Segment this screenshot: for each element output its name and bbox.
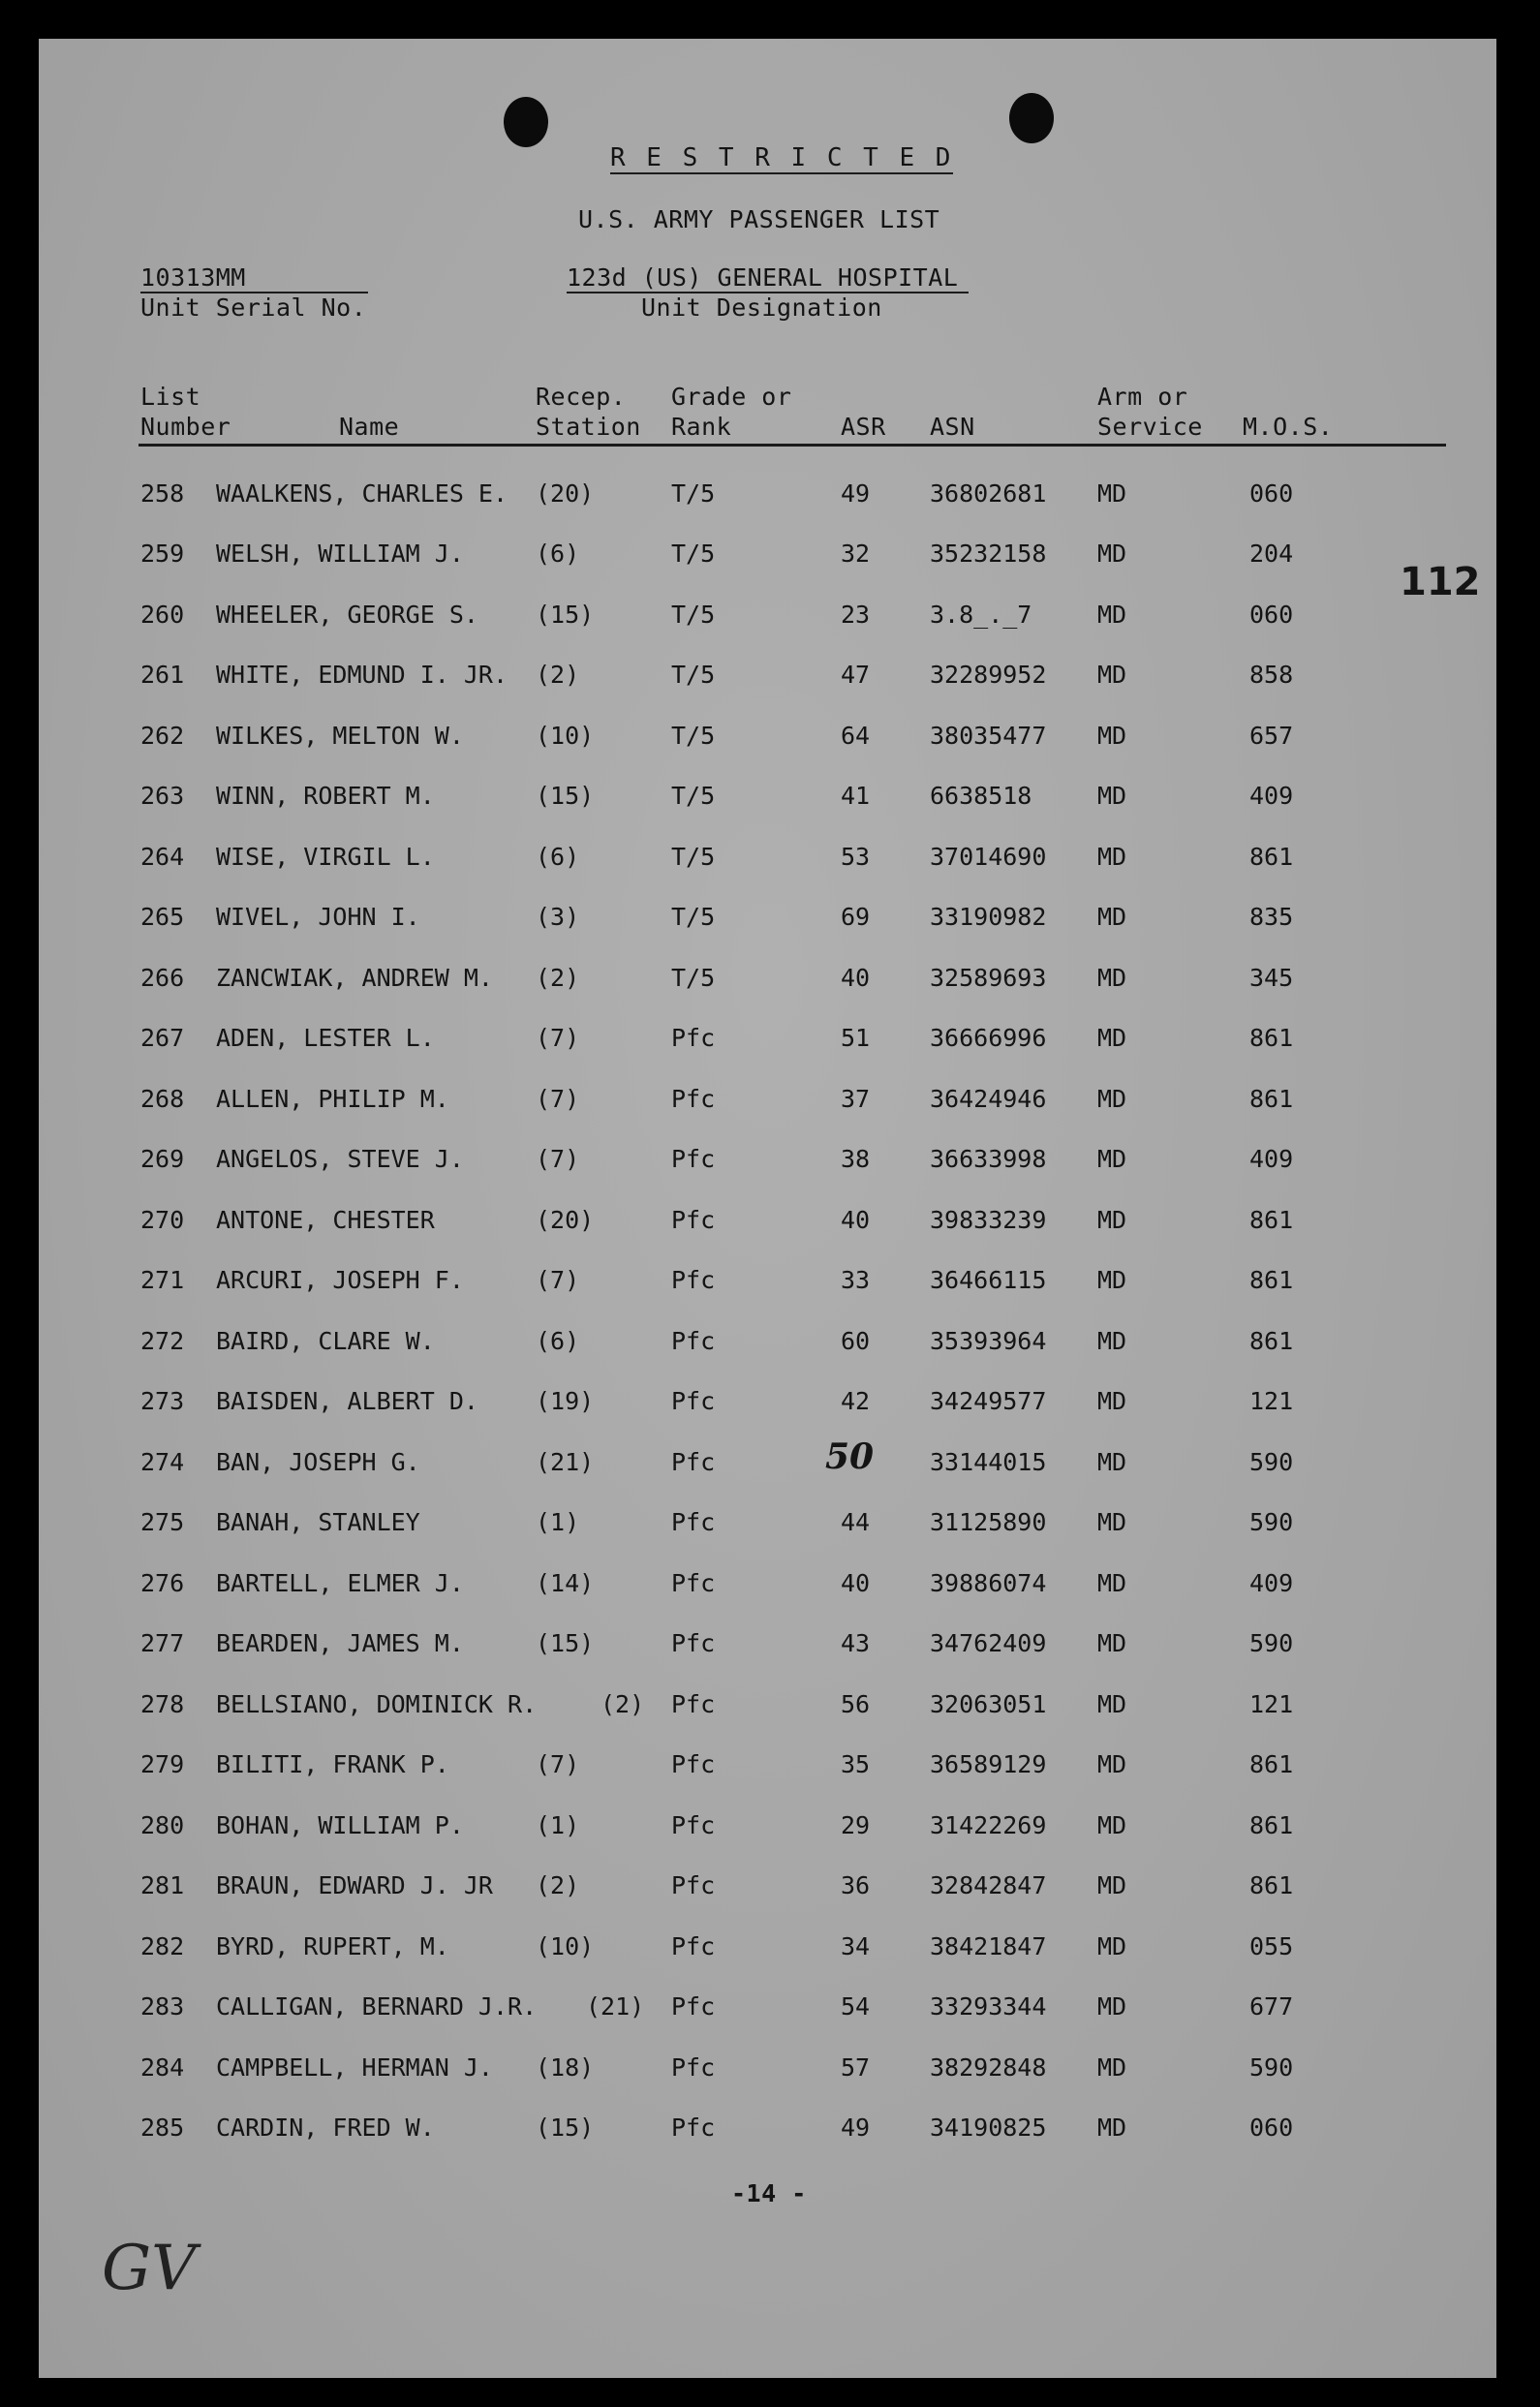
list-number-cell: 285 (140, 2114, 185, 2142)
arm-cell: MD (1097, 601, 1127, 629)
station-cell: (20) (536, 1206, 595, 1234)
asr-cell: 47 (841, 661, 871, 689)
list-number-cell: 282 (140, 1932, 185, 1960)
table-row (39, 601, 1496, 639)
name-cell: WILKES, MELTON W. (216, 722, 464, 750)
rank-cell: Pfc (671, 1811, 716, 1839)
col-arm-bottom: Service (1097, 413, 1203, 441)
list-number-cell: 279 (140, 1750, 185, 1778)
table-row (39, 903, 1496, 941)
name-cell: BELLSIANO, DOMINICK R. (216, 1690, 538, 1718)
table-row (39, 1266, 1496, 1305)
arm-cell: MD (1097, 1569, 1127, 1597)
list-number-cell: 268 (140, 1085, 185, 1113)
mos-cell: 055 (1249, 1932, 1294, 1960)
rank-cell: T/5 (671, 601, 716, 629)
asn-cell: 33293344 (930, 1992, 1047, 2021)
station-cell: (1) (536, 1508, 580, 1536)
list-number-cell: 284 (140, 2053, 185, 2082)
rank-cell: T/5 (671, 782, 716, 810)
name-cell: ZANCWIAK, ANDREW M. (216, 964, 493, 992)
asn-cell: 32289952 (930, 661, 1047, 689)
asn-cell: 36424946 (930, 1085, 1047, 1113)
station-cell: (20) (536, 479, 595, 508)
arm-cell: MD (1097, 1327, 1127, 1355)
mos-cell: 345 (1249, 964, 1294, 992)
mos-cell: 409 (1249, 1569, 1294, 1597)
arm-cell: MD (1097, 1871, 1127, 1899)
rank-cell: T/5 (671, 661, 716, 689)
asr-cell: 53 (841, 843, 871, 871)
arm-cell: MD (1097, 540, 1127, 568)
arm-cell: MD (1097, 1387, 1127, 1415)
col-arm-top: Arm or (1097, 383, 1188, 411)
list-number-cell: 267 (140, 1024, 185, 1052)
col-grade-bottom: Rank (671, 413, 732, 441)
asr-cell: 60 (841, 1327, 871, 1355)
unit-designation-label: Unit Designation (641, 293, 882, 322)
arm-cell: MD (1097, 2114, 1127, 2142)
name-cell: CAMPBELL, HERMAN J. (216, 2053, 493, 2082)
rank-cell: Pfc (671, 1992, 716, 2021)
rank-cell: Pfc (671, 2114, 716, 2142)
arm-cell: MD (1097, 1024, 1127, 1052)
table-row (39, 843, 1496, 881)
arm-cell: MD (1097, 1629, 1127, 1657)
arm-cell: MD (1097, 1992, 1127, 2021)
rank-cell: Pfc (671, 1024, 716, 1052)
asr-cell: 34 (841, 1932, 871, 1960)
arm-cell: MD (1097, 1448, 1127, 1476)
asr-cell: 69 (841, 903, 871, 931)
table-row (39, 1629, 1496, 1668)
asn-cell: 32589693 (930, 964, 1047, 992)
rank-cell: Pfc (671, 1448, 716, 1476)
station-cell: (15) (536, 782, 595, 810)
stamp-number: 112 (1400, 560, 1481, 604)
station-cell: (21) (536, 1448, 595, 1476)
list-number-cell: 273 (140, 1387, 185, 1415)
list-number-cell: 258 (140, 479, 185, 508)
station-cell: (14) (536, 1569, 595, 1597)
asr-cell: 32 (841, 540, 871, 568)
station-cell: (15) (536, 601, 595, 629)
table-row (39, 1932, 1496, 1971)
mos-cell: 121 (1249, 1690, 1294, 1718)
header-rule (139, 444, 1446, 447)
col-list-number-top: List (140, 383, 201, 411)
name-cell: CARDIN, FRED W. (216, 2114, 435, 2142)
rank-cell: Pfc (671, 1266, 716, 1294)
mos-cell: 861 (1249, 1750, 1294, 1778)
name-cell: WHITE, EDMUND I. JR. (216, 661, 508, 689)
arm-cell: MD (1097, 1508, 1127, 1536)
asr-cell: 49 (841, 479, 871, 508)
asr-cell: 43 (841, 1629, 871, 1657)
list-number-cell: 278 (140, 1690, 185, 1718)
asn-cell: 35232158 (930, 540, 1047, 568)
asr-cell: 37 (841, 1085, 871, 1113)
asr-handwritten-value: 50 (825, 1436, 875, 1477)
asn-cell: 38292848 (930, 2053, 1047, 2082)
asr-cell: 42 (841, 1387, 871, 1415)
asn-cell: 36589129 (930, 1750, 1047, 1778)
mos-cell: 677 (1249, 1992, 1294, 2021)
col-grade-top: Grade or (671, 383, 792, 411)
table-row (39, 1811, 1496, 1850)
station-cell: (7) (536, 1266, 580, 1294)
list-number-cell: 274 (140, 1448, 185, 1476)
mos-cell: 060 (1249, 2114, 1294, 2142)
list-number-cell: 280 (140, 1811, 185, 1839)
document-page (39, 39, 1496, 2378)
asr-cell: 57 (841, 2053, 871, 2082)
unit-designation-value: 123d (US) GENERAL HOSPITAL (567, 263, 969, 293)
mos-cell: 861 (1249, 1266, 1294, 1294)
table-row (39, 540, 1496, 578)
station-cell: (6) (536, 540, 580, 568)
asn-cell: 33190982 (930, 903, 1047, 931)
asn-cell: 34762409 (930, 1629, 1047, 1657)
mos-cell: 861 (1249, 1206, 1294, 1234)
rank-cell: T/5 (671, 964, 716, 992)
table-row (39, 1206, 1496, 1245)
rank-cell: Pfc (671, 1871, 716, 1899)
station-cell: (7) (536, 1024, 580, 1052)
asr-cell: 40 (841, 1206, 871, 1234)
name-cell: BEARDEN, JAMES M. (216, 1629, 464, 1657)
name-cell: WISE, VIRGIL L. (216, 843, 435, 871)
rank-cell: T/5 (671, 540, 716, 568)
asr-cell: 36 (841, 1871, 871, 1899)
table-row (39, 2053, 1496, 2092)
mos-cell: 060 (1249, 479, 1294, 508)
table-row (39, 1569, 1496, 1608)
name-cell: BARTELL, ELMER J. (216, 1569, 464, 1597)
asr-cell: 49 (841, 2114, 871, 2142)
list-number-cell: 263 (140, 782, 185, 810)
rank-cell: T/5 (671, 479, 716, 508)
list-number-cell: 283 (140, 1992, 185, 2021)
name-cell: ADEN, LESTER L. (216, 1024, 435, 1052)
asn-cell: 32842847 (930, 1871, 1047, 1899)
restricted-heading: R E S T R I C T E D (610, 143, 954, 172)
name-cell: ANTONE, CHESTER (216, 1206, 435, 1234)
asn-cell: 36633998 (930, 1145, 1047, 1173)
station-cell: (21) (586, 1992, 645, 2021)
punch-hole-left (504, 97, 548, 147)
station-cell: (19) (536, 1387, 595, 1415)
mos-cell: 861 (1249, 1024, 1294, 1052)
asn-cell: 36466115 (930, 1266, 1047, 1294)
asn-cell: 35393964 (930, 1327, 1047, 1355)
station-cell: (7) (536, 1085, 580, 1113)
arm-cell: MD (1097, 661, 1127, 689)
asn-cell: 6638518 (930, 782, 1032, 810)
col-asn: ASN (930, 413, 975, 441)
asn-cell: 36802681 (930, 479, 1047, 508)
station-cell: (2) (536, 1871, 580, 1899)
station-cell: (1) (536, 1811, 580, 1839)
station-cell: (2) (601, 1690, 645, 1718)
mos-cell: 590 (1249, 2053, 1294, 2082)
name-cell: BAN, JOSEPH G. (216, 1448, 420, 1476)
punch-hole-right (1009, 93, 1054, 143)
table-row (39, 1690, 1496, 1729)
rank-cell: T/5 (671, 722, 716, 750)
mos-cell: 409 (1249, 1145, 1294, 1173)
mos-cell: 590 (1249, 1508, 1294, 1536)
list-number-cell: 281 (140, 1871, 185, 1899)
name-cell: ARCURI, JOSEPH F. (216, 1266, 464, 1294)
rank-cell: Pfc (671, 1750, 716, 1778)
unit-serial-label: Unit Serial No. (140, 293, 367, 322)
asr-cell: 35 (841, 1750, 871, 1778)
table-row (39, 1024, 1496, 1063)
asn-cell: 31422269 (930, 1811, 1047, 1839)
asn-cell: 39886074 (930, 1569, 1047, 1597)
asn-cell: 31125890 (930, 1508, 1047, 1536)
mos-cell: 861 (1249, 1327, 1294, 1355)
mos-cell: 590 (1249, 1448, 1294, 1476)
mos-cell: 835 (1249, 903, 1294, 931)
table-row (39, 964, 1496, 1003)
col-recep-bottom: Station (536, 413, 641, 441)
station-cell: (7) (536, 1145, 580, 1173)
mos-cell: 861 (1249, 1811, 1294, 1839)
rank-cell: Pfc (671, 1569, 716, 1597)
table-row (39, 479, 1496, 518)
table-row (39, 1387, 1496, 1426)
rank-cell: Pfc (671, 1387, 716, 1415)
name-cell: BAISDEN, ALBERT D. (216, 1387, 478, 1415)
mos-cell: 657 (1249, 722, 1294, 750)
arm-cell: MD (1097, 903, 1127, 931)
asr-cell: 41 (841, 782, 871, 810)
rank-cell: Pfc (671, 1508, 716, 1536)
mos-cell: 204 (1249, 540, 1294, 568)
station-cell: (10) (536, 1932, 595, 1960)
list-number-cell: 264 (140, 843, 185, 871)
list-number-cell: 259 (140, 540, 185, 568)
name-cell: WAALKENS, CHARLES E. (216, 479, 508, 508)
station-cell: (10) (536, 722, 595, 750)
list-number-cell: 270 (140, 1206, 185, 1234)
mos-cell: 409 (1249, 782, 1294, 810)
list-number-cell: 261 (140, 661, 185, 689)
arm-cell: MD (1097, 1690, 1127, 1718)
col-asr: ASR (841, 413, 886, 441)
page-number: -14 - (731, 2179, 807, 2207)
mos-cell: 060 (1249, 601, 1294, 629)
name-cell: BILITI, FRANK P. (216, 1750, 449, 1778)
name-cell: BAIRD, CLARE W. (216, 1327, 435, 1355)
asr-cell: 38 (841, 1145, 871, 1173)
arm-cell: MD (1097, 843, 1127, 871)
asn-cell: 36666996 (930, 1024, 1047, 1052)
list-number-cell: 275 (140, 1508, 185, 1536)
asr-cell: 51 (841, 1024, 871, 1052)
asn-cell: 32063051 (930, 1690, 1047, 1718)
table-row (39, 1327, 1496, 1366)
list-number-cell: 260 (140, 601, 185, 629)
name-cell: WHEELER, GEORGE S. (216, 601, 478, 629)
asr-cell: 33 (841, 1266, 871, 1294)
asn-cell: 33144015 (930, 1448, 1047, 1476)
station-cell: (18) (536, 2053, 595, 2082)
col-mos: M.O.S. (1243, 413, 1334, 441)
asn-cell: 38035477 (930, 722, 1047, 750)
arm-cell: MD (1097, 1932, 1127, 1960)
arm-cell: MD (1097, 1811, 1127, 1839)
arm-cell: MD (1097, 1145, 1127, 1173)
station-cell: (6) (536, 1327, 580, 1355)
asr-cell: 40 (841, 964, 871, 992)
asr-cell: 23 (841, 601, 871, 629)
table-row (39, 1145, 1496, 1184)
asr-cell: 44 (841, 1508, 871, 1536)
unit-serial-value: 10313MM (140, 263, 368, 293)
rank-cell: Pfc (671, 1145, 716, 1173)
mos-cell: 858 (1249, 661, 1294, 689)
table-row (39, 722, 1496, 760)
name-cell: ALLEN, PHILIP M. (216, 1085, 449, 1113)
rank-cell: T/5 (671, 903, 716, 931)
col-recep-top: Recep. (536, 383, 627, 411)
list-number-cell: 272 (140, 1327, 185, 1355)
asn-cell: 34249577 (930, 1387, 1047, 1415)
asr-cell: 64 (841, 722, 871, 750)
asr-cell: 56 (841, 1690, 871, 1718)
mos-cell: 861 (1249, 1871, 1294, 1899)
asn-cell: 37014690 (930, 843, 1047, 871)
table-row (39, 1085, 1496, 1124)
name-cell: CALLIGAN, BERNARD J.R. (216, 1992, 538, 2021)
name-cell: BRAUN, EDWARD J. JR (216, 1871, 493, 1899)
station-cell: (6) (536, 843, 580, 871)
station-cell: (15) (536, 1629, 595, 1657)
table-row (39, 1992, 1496, 2031)
name-cell: WELSH, WILLIAM J. (216, 540, 464, 568)
arm-cell: MD (1097, 1085, 1127, 1113)
station-cell: (3) (536, 903, 580, 931)
arm-cell: MD (1097, 479, 1127, 508)
table-row (39, 1750, 1496, 1789)
name-cell: ANGELOS, STEVE J. (216, 1145, 464, 1173)
table-row (39, 782, 1496, 820)
col-name: Name (339, 413, 400, 441)
rank-cell: Pfc (671, 1085, 716, 1113)
list-number-cell: 265 (140, 903, 185, 931)
table-row (39, 661, 1496, 699)
asr-cell: 40 (841, 1569, 871, 1597)
name-cell: BYRD, RUPERT, M. (216, 1932, 449, 1960)
arm-cell: MD (1097, 1266, 1127, 1294)
asn-cell: 3.8_._7 (930, 601, 1032, 629)
mos-cell: 861 (1249, 843, 1294, 871)
mos-cell: 861 (1249, 1085, 1294, 1113)
station-cell: (2) (536, 661, 580, 689)
rank-cell: Pfc (671, 1327, 716, 1355)
arm-cell: MD (1097, 1206, 1127, 1234)
rank-cell: Pfc (671, 1932, 716, 1960)
list-number-cell: 269 (140, 1145, 185, 1173)
asr-cell: 29 (841, 1811, 871, 1839)
arm-cell: MD (1097, 964, 1127, 992)
table-row (39, 1871, 1496, 1910)
arm-cell: MD (1097, 782, 1127, 810)
list-number-cell: 276 (140, 1569, 185, 1597)
rank-cell: Pfc (671, 1690, 716, 1718)
list-number-cell: 266 (140, 964, 185, 992)
asn-cell: 38421847 (930, 1932, 1047, 1960)
list-number-cell: 271 (140, 1266, 185, 1294)
asn-cell: 34190825 (930, 2114, 1047, 2142)
station-cell: (2) (536, 964, 580, 992)
arm-cell: MD (1097, 2053, 1127, 2082)
rank-cell: Pfc (671, 2053, 716, 2082)
name-cell: WIVEL, JOHN I. (216, 903, 420, 931)
table-row (39, 1508, 1496, 1547)
col-list-number-bottom: Number (140, 413, 231, 441)
mos-cell: 590 (1249, 1629, 1294, 1657)
arm-cell: MD (1097, 722, 1127, 750)
rank-cell: Pfc (671, 1206, 716, 1234)
station-cell: (7) (536, 1750, 580, 1778)
document-subtitle: U.S. ARMY PASSENGER LIST (578, 205, 940, 233)
name-cell: WINN, ROBERT M. (216, 782, 435, 810)
list-number-cell: 262 (140, 722, 185, 750)
list-number-cell: 277 (140, 1629, 185, 1657)
rank-cell: Pfc (671, 1629, 716, 1657)
asn-cell: 39833239 (930, 1206, 1047, 1234)
name-cell: BOHAN, WILLIAM P. (216, 1811, 464, 1839)
arm-cell: MD (1097, 1750, 1127, 1778)
table-row (39, 1436, 1496, 1487)
asr-cell: 54 (841, 1992, 871, 2021)
handwritten-initials: GV (102, 2233, 197, 2304)
mos-cell: 121 (1249, 1387, 1294, 1415)
rank-cell: T/5 (671, 843, 716, 871)
name-cell: BANAH, STANLEY (216, 1508, 420, 1536)
station-cell: (15) (536, 2114, 595, 2142)
table-row (39, 2114, 1496, 2152)
